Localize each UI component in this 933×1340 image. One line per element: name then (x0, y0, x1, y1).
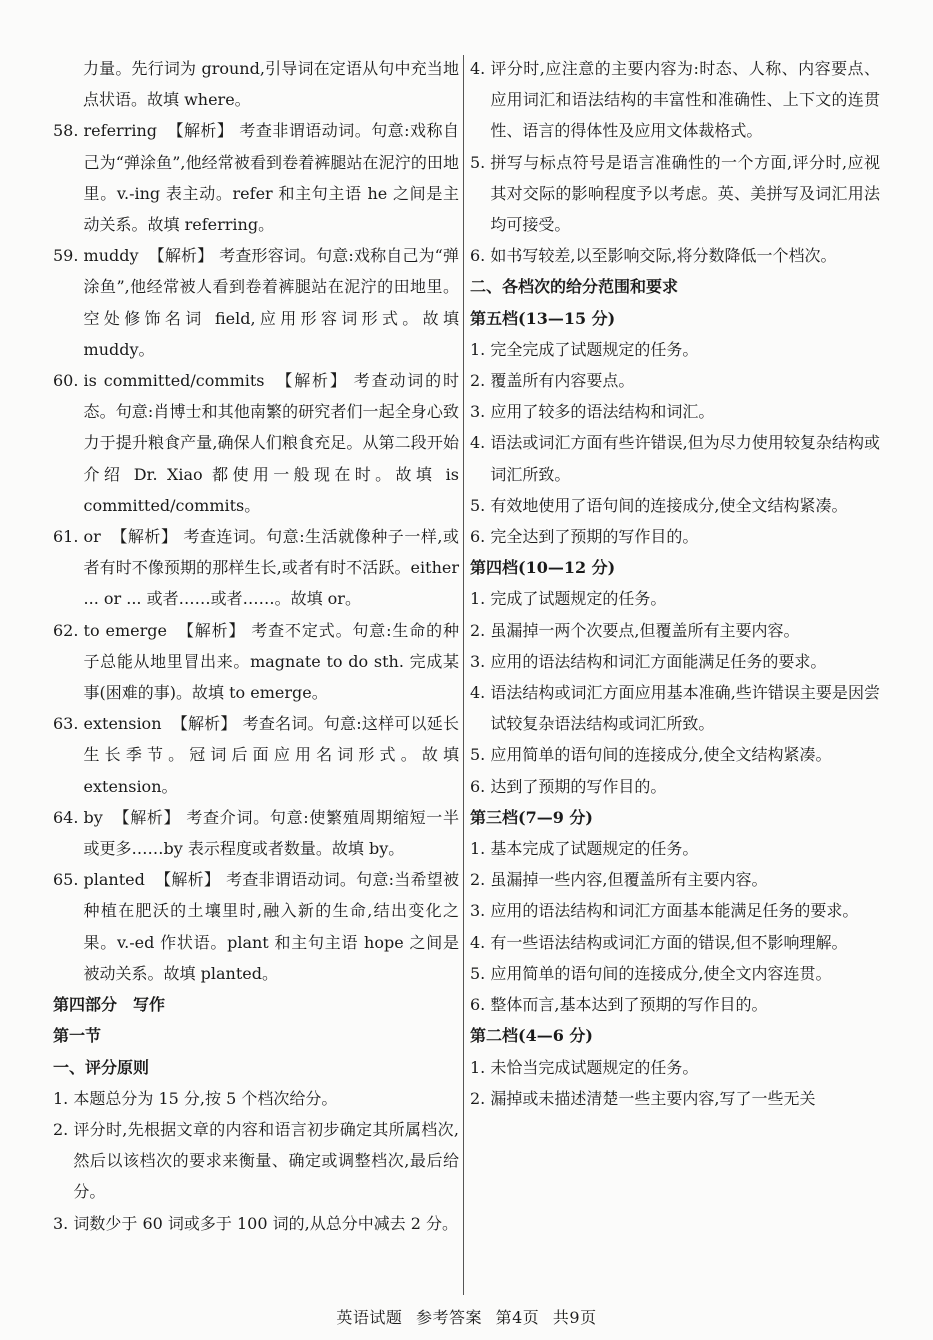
item-number: 1. (53, 1088, 74, 1108)
principle-item-1 (53, 1083, 459, 1114)
principle-text: 如书写较差,以至影响交际,将分数降低一个档次。 (490, 246, 837, 266)
level-item-text: 有效地使用了语句间的连接成分,使全文结构紧凑。 (490, 495, 848, 515)
level-item-text: 虽漏掉一些内容,但覆盖所有主要内容。 (490, 870, 768, 890)
answer-word: or (83, 527, 101, 547)
level-item-text: 完全达到了预期的写作目的。 (490, 527, 699, 547)
level-item-text: 应用了较多的语法结构和词汇。 (490, 402, 715, 422)
level-item (470, 615, 880, 646)
analysis-tag: 【解析】 (148, 246, 214, 266)
answer-item-61 (53, 521, 459, 615)
analysis-tag: 【解析】 (110, 527, 178, 547)
item-number: 3. (470, 651, 491, 671)
answer-word: referring (83, 121, 157, 141)
principle-item-3 (53, 1208, 459, 1239)
answer-57-continuation: 力量。先行词为 ground,引导词在定语从句中充当地点状语。故填 where。 (83, 59, 459, 110)
level-item (470, 334, 880, 365)
answer-item-60 (53, 365, 459, 521)
level-item (470, 739, 880, 770)
level-item-text: 覆盖所有内容要点。 (490, 371, 635, 391)
analysis-tag: 【解析】 (171, 714, 237, 734)
level-item (470, 583, 880, 614)
item-number: 62. (53, 620, 84, 640)
item-number: 61. (53, 527, 84, 547)
page-footer (0, 1302, 933, 1333)
section-one-heading: 第一节 (53, 1026, 102, 1046)
level-four-heading: 第四档(10—12 分) (470, 558, 616, 578)
level-item-text: 应用的语法结构和词汇方面基本能满足任务的要求。 (490, 901, 859, 921)
level-item (470, 1083, 880, 1114)
analysis-text: 考查动词的时态。句意:肖博士和其他南繁的研究者们一起全身心致力于提升粮食产量,确保人们粮食充足。从第二段开始介绍 Dr. Xiao 都使用一般现在时。故填 is committed/commits。 (83, 371, 459, 515)
footer-total-pages: 共9页 (552, 1308, 597, 1327)
level-item (470, 927, 880, 958)
item-number: 6. (470, 776, 491, 796)
item-number: 5. (470, 745, 491, 765)
item-number: 6. (470, 527, 491, 547)
answer-item-64 (53, 802, 459, 864)
analysis-text: 考查名词。句意:这样可以延长生长季节。冠词后面应用名词形式。故填 extension。 (83, 714, 459, 796)
principle-item-4 (470, 53, 880, 147)
item-number: 3. (470, 901, 491, 921)
level-item-text: 整体而言,基本达到了预期的写作目的。 (490, 995, 768, 1015)
level-item-text: 应用简单的语句间的连接成分,使全文内容连贯。 (490, 963, 832, 983)
level-item-text: 有一些语法结构或词汇方面的错误,但不影响理解。 (490, 932, 848, 952)
level-item (470, 989, 880, 1020)
level-item-text: 语法或词汇方面有些许错误,但为尽力使用较复杂结构或词汇所致。 (490, 433, 880, 484)
level-item (470, 958, 880, 989)
answer-word: is committed/commits (83, 371, 265, 391)
analysis-text: 考查介词。句意:使繁殖周期缩短一半或更多……by 表示程度或者数量。故填 by。 (83, 807, 459, 859)
item-number: 59. (53, 246, 84, 266)
item-number: 64. (53, 807, 84, 827)
level-item (470, 490, 880, 521)
footer-label: 参考答案 (416, 1308, 483, 1327)
principle-text: 本题总分为 15 分,按 5 个档次给分。 (73, 1088, 338, 1108)
item-number: 4. (470, 683, 491, 703)
item-number: 1. (470, 589, 491, 609)
level-item (470, 365, 880, 396)
answer-item-59 (53, 240, 459, 365)
level-item-text: 完成了试题规定的任务。 (490, 589, 667, 609)
item-number: 1. (470, 839, 491, 859)
part-four-heading: 第四部分 写作 (53, 995, 166, 1015)
item-number: 4. (470, 433, 491, 453)
analysis-text: 考查非谓语动词。句意:当希望被种植在肥沃的土壤里时,融入新的生命,结出变化之果。v.-ed 作状语。plant 和主句主语 hope 之间是被动关系。故填 planted。 (83, 870, 459, 983)
answer-word: planted (83, 870, 145, 890)
level-item-text: 基本完成了试题规定的任务。 (490, 839, 699, 859)
analysis-text: 考查连词。句意:生活就像种子一样,或者有时不像预期的那样生长,或者有时不活跃。either ... or ... 或者……或者……。故填 or。 (83, 527, 459, 609)
level-item (470, 833, 880, 864)
analysis-text: 考查不定式。句意:生命的种子总能从地里冒出来。magnate to do sth. 完成某事(困难的事)。故填 to emerge。 (83, 620, 459, 703)
item-number: 60. (53, 371, 84, 391)
answer-word: muddy (83, 246, 139, 266)
level-item (470, 396, 880, 427)
analysis-tag: 【解析】 (112, 807, 181, 827)
left-column (53, 53, 459, 1239)
item-number: 1. (470, 339, 491, 359)
answer-word: extension (83, 714, 162, 734)
level-item (470, 427, 880, 489)
level-item-text: 漏掉或未描述清楚一些主要内容,写了一些无关 (490, 1088, 816, 1108)
item-number: 3. (53, 1213, 74, 1233)
item-number: 2. (470, 371, 491, 391)
item-number: 63. (53, 714, 84, 734)
answer-item-58 (53, 115, 459, 240)
level-item (470, 646, 880, 677)
principle-item-5 (470, 147, 880, 241)
item-number: 4. (470, 59, 491, 78)
level-item (470, 677, 880, 739)
item-number: 3. (470, 402, 491, 422)
principle-text: 词数少于 60 词或多于 100 词的,从总分中减去 2 分。 (73, 1213, 459, 1233)
answer-item-65 (53, 864, 459, 989)
principle-item-2 (53, 1114, 459, 1208)
principle-item-6 (470, 240, 880, 271)
item-number: 5. (470, 152, 491, 172)
item-number: 2. (470, 620, 491, 640)
item-number: 65. (53, 870, 84, 890)
level-five-heading: 第五档(13—15 分) (470, 308, 616, 328)
item-number: 2. (470, 1088, 491, 1108)
item-number: 4. (470, 932, 491, 952)
level-item (470, 1052, 880, 1083)
footer-page-number: 第4页 (495, 1308, 540, 1327)
level-item-text: 应用简单的语句间的连接成分,使全文结构紧凑。 (490, 745, 832, 765)
level-item-text: 语法结构或词汇方面应用基本准确,些许错误主要是因尝试较复杂语法结构或词汇所致。 (490, 683, 880, 734)
levels-heading: 二、各档次的给分范围和要求 (470, 277, 679, 297)
level-item-text: 未恰当完成试题规定的任务。 (490, 1057, 699, 1077)
answer-word: to emerge (83, 620, 168, 640)
footer-subject: 英语试题 (336, 1308, 403, 1327)
item-number: 58. (53, 121, 84, 141)
level-three-heading: 第三档(7—9 分) (470, 807, 593, 827)
item-number: 6. (470, 995, 491, 1015)
column-divider (463, 55, 464, 1295)
principle-text: 拼写与标点符号是语言准确性的一个方面,评分时,应视其对交际的影响程度予以考虑。英、美拼写及词汇用法均可接受。 (490, 152, 880, 235)
answer-item-62 (53, 615, 459, 709)
scoring-principles-heading: 一、评分原则 (53, 1057, 150, 1077)
right-column (470, 53, 880, 1114)
item-number: 1. (470, 1057, 491, 1077)
analysis-text: 考查形容词。句意:戏称自己为“弹涂鱼”,他经常被人看到卷着裤腿站在泥泞的田地里。空处修饰名词 field,应用形容词形式。故填 muddy。 (83, 246, 459, 359)
principle-text: 评分时,先根据文章的内容和语言初步确定其所属档次,然后以该档次的要求来衡量、确定或调整档次,最后给分。 (73, 1119, 459, 1202)
analysis-tag: 【解析】 (177, 620, 246, 640)
level-item (470, 771, 880, 802)
answer-item-63 (53, 708, 459, 802)
level-item-text: 应用的语法结构和词汇方面能满足任务的要求。 (490, 651, 827, 671)
item-number: 6. (470, 246, 491, 266)
analysis-tag: 【解析】 (274, 371, 348, 391)
level-item-text: 完全完成了试题规定的任务。 (490, 339, 699, 359)
level-item (470, 895, 880, 926)
level-two-heading: 第二档(4—6 分) (470, 1026, 593, 1046)
item-number: 2. (470, 870, 491, 890)
item-number: 5. (470, 963, 491, 983)
level-item-text: 达到了预期的写作目的。 (490, 776, 667, 796)
analysis-text: 考查非谓语动词。句意:戏称自己为“弹涂鱼”,他经常被看到卷着裤腿站在泥泞的田地里。v.-ing 表主动。refer 和主句主语 he 之间是主动关系。故填 referring。 (83, 121, 459, 235)
analysis-tag: 【解析】 (167, 121, 234, 141)
item-number: 5. (470, 495, 491, 515)
answer-word: by (83, 807, 103, 827)
principle-text: 评分时,应注意的主要内容为:时态、人称、内容要点、应用词汇和语法结构的丰富性和准确性、上下文的连贯性、语言的得体性及应用文体裁格式。 (490, 59, 880, 141)
analysis-tag: 【解析】 (154, 870, 221, 890)
item-number: 2. (53, 1119, 74, 1139)
level-item (470, 864, 880, 895)
level-item (470, 521, 880, 552)
level-item-text: 虽漏掉一两个次要点,但覆盖所有主要内容。 (490, 620, 800, 640)
